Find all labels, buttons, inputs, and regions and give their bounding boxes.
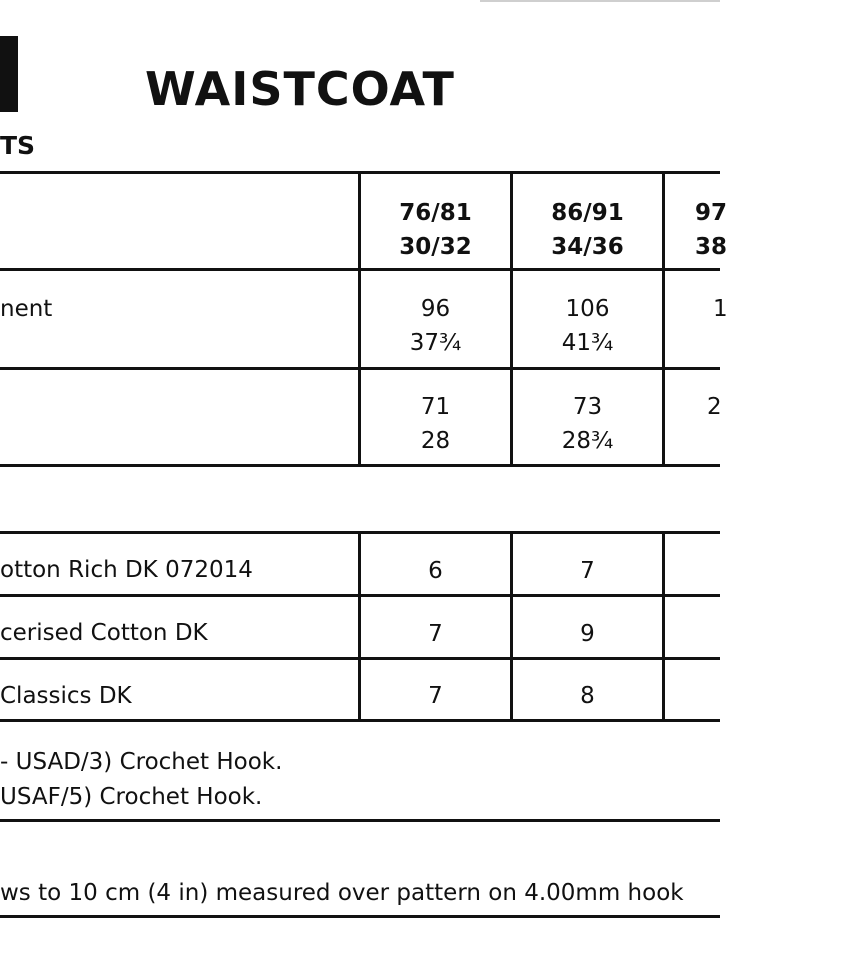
section-label: TS — [0, 131, 36, 160]
size-value-cell: 71 28 — [420, 394, 451, 454]
size-header-cell: 86/91 34/36 — [551, 200, 624, 260]
table-divider — [662, 531, 665, 722]
hook-line-2: USAF/5) Crochet Hook. — [0, 784, 263, 810]
yarn-value-cell: 9 — [580, 621, 595, 647]
size-value-cell: 1 — [713, 296, 728, 322]
yarn-value-cell: 7 — [428, 683, 443, 709]
yarn-row-label: cerised Cotton DK — [0, 620, 208, 646]
page-title: WAISTCOAT — [145, 62, 455, 116]
section-rule — [0, 915, 720, 918]
size-value-cell: 96 37¾ — [409, 296, 462, 356]
size-header-cell: 97 38 — [695, 200, 728, 260]
yarn-value-cell: 6 — [428, 558, 443, 584]
yarn-row-label: otton Rich DK 072014 — [0, 557, 253, 583]
size-value-cell: 2 — [707, 394, 722, 420]
yarn-row-label: Classics DK — [0, 683, 132, 709]
yarn-value-cell: 7 — [428, 621, 443, 647]
yarn-value-cell: 7 — [580, 558, 595, 584]
size-value-cell: 106 41¾ — [561, 296, 614, 356]
section-rule — [0, 819, 720, 822]
hook-line-1: - USAD/3) Crochet Hook. — [0, 749, 283, 775]
yarn-value-cell: 8 — [580, 683, 595, 709]
size-row-label: nent — [0, 296, 53, 322]
tension-text: ws to 10 cm (4 in) measured over pattern on 4.00mm hook — [0, 880, 684, 906]
size-value-cell: 73 28¾ — [561, 394, 614, 454]
top-rule — [480, 0, 720, 2]
size-header-cell: 76/81 30/32 — [399, 200, 472, 260]
section-marker-block — [0, 36, 18, 112]
